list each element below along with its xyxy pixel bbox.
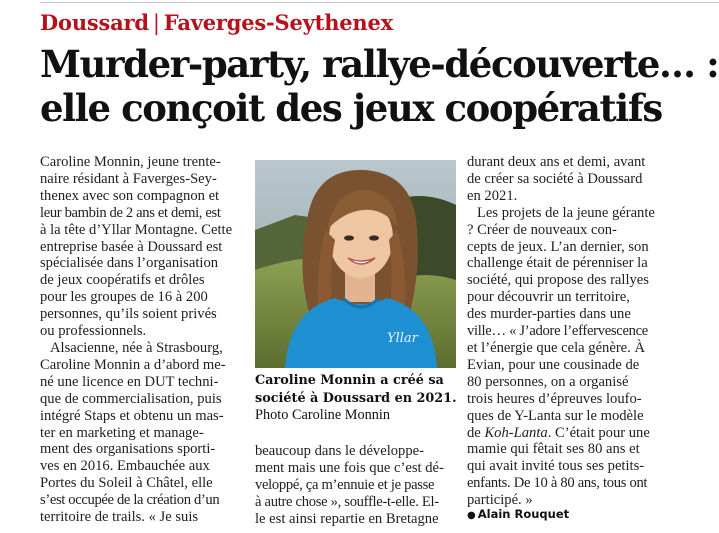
headline — [40, 42, 719, 130]
text-line: personnes, qu’ils soient privés — [40, 306, 217, 323]
text-line: leur bambin de 2 ans et demi, est — [40, 204, 221, 221]
text-line: que de commercialisation, puis — [40, 390, 222, 407]
text-line: durant deux ans et demi, avant — [467, 154, 646, 170]
text-line: entreprise basée à Doussard est — [40, 238, 223, 255]
article-column-3 — [467, 154, 667, 509]
portrait-photo — [255, 160, 456, 368]
text-line: Alsacienne, née à Strasbourg, — [50, 339, 223, 356]
text-line: pour découvrir un territoire, — [467, 289, 630, 306]
text-line: challenge était de pérenniser la — [467, 255, 648, 272]
text-line: naire résidant à Faverges-Sey- — [40, 170, 217, 187]
text-line: Portes du Soleil à Châtel, elle — [40, 475, 213, 492]
text-line: territoire de trails. « Je suis — [40, 509, 199, 526]
text-line: Evian, pour une cousinade de — [467, 356, 640, 373]
text-line: thenex avec son compagnon et — [40, 187, 220, 204]
photo-caption — [255, 372, 460, 424]
text-line: cepts de jeux. L’an dernier, son — [467, 238, 649, 255]
portrait-illustration — [255, 160, 456, 368]
text-line: ? Créer de nouveaux con- — [467, 221, 617, 238]
text-line: participé. » — [467, 492, 533, 509]
article-column-1 — [40, 154, 246, 526]
bullet-icon: ● — [467, 510, 476, 521]
text-line: ville… « J’adore l’effervescence — [467, 323, 648, 340]
kicker-place-1: Doussard — [40, 10, 149, 35]
text-line: et l’énergie que cela génère. À — [467, 339, 645, 356]
byline-author: Alain Rouquet — [477, 507, 570, 521]
shirt-logo-text: Yllar — [387, 331, 418, 346]
text-line: intégré Staps et obtenu un mas- — [40, 407, 224, 424]
text-line: à autre chose », souffle-t-elle. El- — [255, 493, 439, 510]
text-line: Caroline Monnin a d’abord me- — [40, 356, 226, 373]
top-rule — [40, 2, 719, 3]
article-column-2 — [255, 443, 461, 528]
text-line: spécialisée dans l’organisation — [40, 255, 219, 272]
text-line: 80 personnes, on a organisé — [467, 373, 629, 390]
kicker-separator: | — [152, 11, 160, 35]
text-line: ment des organisations sporti- — [40, 441, 216, 458]
text-line: ter en marketing et manage- — [40, 424, 204, 441]
text-line: en 2021. — [467, 187, 518, 204]
text-line: ves en 2016. Embauchée aux — [40, 458, 210, 475]
text-line: ques de Y-Lanta sur le modèle — [467, 407, 644, 424]
text-line: qui avait invité tous ses petits- — [467, 458, 645, 475]
text-fragment: . C’était pour une — [547, 424, 650, 441]
text-line: ou professionnels. — [40, 323, 147, 340]
text-line: des murder-parties dans une — [467, 306, 631, 323]
kicker-place-2: Faverges-Seythenex — [163, 10, 393, 35]
caption-bold: Caroline Monnin a créé sa société à Doussard en 2021. — [255, 373, 457, 406]
text-fragment: de — [467, 424, 485, 441]
italic-title: Koh-Lanta — [484, 424, 548, 441]
text-line: Les projets de la jeune gérante — [477, 204, 655, 221]
kicker — [40, 10, 393, 35]
text-line: enfants. De 10 à 80 ans, tous ont — [467, 475, 648, 492]
text-line: de jeux coopératifs et drôles — [40, 272, 205, 289]
text-line: né une licence en DUT techni- — [40, 373, 219, 390]
headline-line-1: Murder-party, rallye-découverte… : — [40, 42, 719, 86]
headline-line-2: elle conçoit des jeux coopératifs — [40, 86, 662, 130]
text-line: pour les groupes de 16 à 200 — [40, 289, 208, 306]
caption-credit: Photo Caroline Monnin — [255, 407, 391, 423]
text-line-with-italic — [467, 425, 667, 442]
text-line: à la tête d’Yllar Montagne. Cette — [40, 221, 233, 238]
text-line: trois heures d’épreuves loufo- — [467, 390, 642, 407]
text-line: société, qui propose des rallyes — [467, 272, 649, 289]
text-line: beaucoup dans le développe- — [255, 443, 424, 459]
text-line: s’est occupée de la création d’un — [40, 492, 220, 509]
text-line: ment mais une fois que c’est dé- — [255, 459, 444, 476]
text-line: veloppé, ça m’ennuie et je passe — [255, 476, 435, 493]
byline — [467, 507, 569, 521]
text-line: le est ainsi repartie en Bretagne — [255, 510, 439, 527]
text-line: de créer sa société à Doussard — [467, 170, 643, 187]
text-line: mamie qui fêtait ses 80 ans et — [467, 441, 640, 458]
text-line: Caroline Monnin, jeune trente- — [40, 154, 221, 170]
